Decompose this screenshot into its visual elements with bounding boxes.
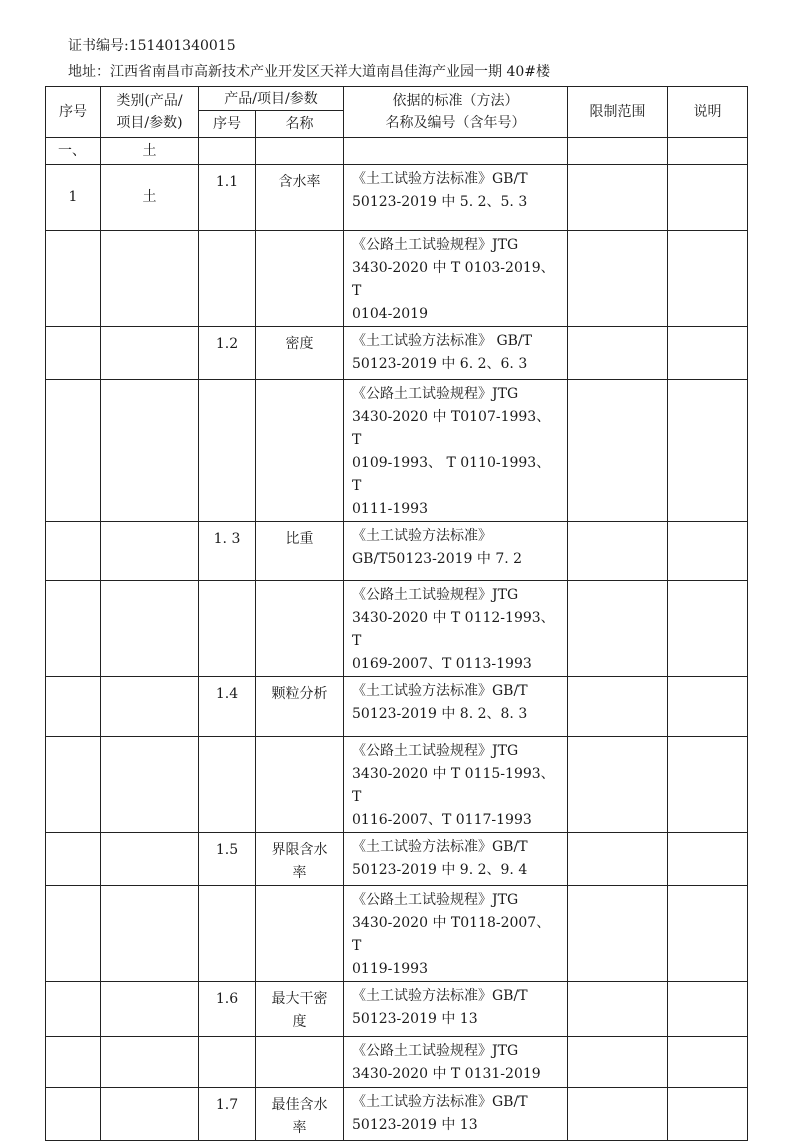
row-category [101, 982, 199, 1037]
section-category: 土 [101, 138, 199, 165]
row-seq: 1 [46, 165, 101, 231]
row-standard-line: 《土工试验方法标准》GB/T [352, 683, 528, 699]
header-standard [344, 87, 568, 138]
row-name [256, 982, 344, 1037]
row-standard-line: 3430-2020 中 T0107-1993、 T [352, 409, 551, 448]
row-standard-line: 《土工试验方法标准》 [352, 528, 492, 544]
table-row [46, 886, 748, 982]
row-remark [668, 327, 748, 380]
certificate-number: 证书编号:151401340015 [68, 38, 236, 54]
row-name-line: 最佳含水 [271, 1097, 328, 1113]
row-sub-seq: 1. 3 [199, 522, 256, 581]
empty-cell [568, 138, 668, 165]
row-sub-seq [199, 581, 256, 677]
row-standard-line: 0119-1993 [352, 961, 428, 977]
row-category: 土 [101, 165, 199, 231]
row-name [256, 1037, 344, 1088]
row-standard-line: 50123-2019 中 9. 2、9. 4 [352, 862, 528, 878]
row-standard [344, 327, 568, 380]
row-seq [46, 833, 101, 886]
row-limit-range [568, 522, 668, 581]
header-sub-seq: 序号 [199, 111, 256, 138]
row-limit-range [568, 1037, 668, 1088]
row-name-line: 度 [292, 1014, 307, 1030]
row-seq [46, 522, 101, 581]
row-category [101, 677, 199, 737]
table-row [46, 1037, 748, 1088]
row-remark [668, 982, 748, 1037]
row-limit-range [568, 737, 668, 833]
row-standard-line: 0116-2007、T 0117-1993 [352, 812, 532, 828]
row-standard [344, 231, 568, 327]
row-standard-line: 3430-2020 中 T 0112-1993、 T [352, 610, 555, 649]
row-seq [46, 982, 101, 1037]
row-sub-seq: 1.5 [199, 833, 256, 886]
row-category [101, 1037, 199, 1088]
row-sub-seq [199, 886, 256, 982]
row-remark [668, 1037, 748, 1088]
row-standard-line: 《公路土工试验规程》JTG [352, 386, 519, 402]
row-standard [344, 380, 568, 522]
table-row [46, 231, 748, 327]
row-standard-line: 《公路土工试验规程》JTG [352, 237, 519, 253]
row-remark [668, 737, 748, 833]
row-remark [668, 1088, 748, 1141]
row-standard [344, 581, 568, 677]
row-seq [46, 886, 101, 982]
row-standard [344, 886, 568, 982]
row-limit-range [568, 886, 668, 982]
row-standard-line: 《公路土工试验规程》JTG [352, 1043, 519, 1059]
table-row [46, 833, 748, 886]
row-seq [46, 581, 101, 677]
row-name [256, 1088, 344, 1141]
section-row [46, 138, 748, 165]
row-seq [46, 1088, 101, 1141]
row-category [101, 886, 199, 982]
row-standard [344, 165, 568, 231]
row-sub-seq [199, 231, 256, 327]
row-standard-line: 《土工试验方法标准》GB/T [352, 171, 528, 187]
header-seq: 序号 [46, 87, 101, 138]
header-standard-line1: 依据的标准（方法） [392, 93, 519, 109]
row-category [101, 380, 199, 522]
row-standard-line: 50123-2019 中 6. 2、6. 3 [352, 356, 528, 372]
row-name [256, 522, 344, 581]
row-remark [668, 581, 748, 677]
row-seq [46, 737, 101, 833]
row-category [101, 581, 199, 677]
row-standard-line: GB/T50123-2019 中 7. 2 [352, 551, 523, 567]
row-name-line: 率 [292, 865, 307, 881]
row-name [256, 677, 344, 737]
row-name [256, 231, 344, 327]
row-limit-range [568, 327, 668, 380]
table-header-row [46, 87, 748, 111]
empty-cell [256, 138, 344, 165]
row-sub-seq: 1.2 [199, 327, 256, 380]
row-sub-seq: 1.4 [199, 677, 256, 737]
row-name-line: 颗粒分析 [271, 686, 328, 702]
row-name [256, 380, 344, 522]
row-seq [46, 1037, 101, 1088]
row-sub-seq [199, 380, 256, 522]
row-limit-range [568, 581, 668, 677]
header-category-line2: 项目/参数) [116, 115, 183, 131]
row-remark [668, 231, 748, 327]
row-standard [344, 982, 568, 1037]
row-category [101, 522, 199, 581]
row-standard-line: 50123-2019 中 13 [352, 1117, 478, 1133]
row-sub-seq [199, 737, 256, 833]
address-line: 地址：江西省南昌市高新技术产业开发区天祥大道南昌佳海产业园一期 40#楼 [68, 64, 550, 80]
row-standard-line: 《土工试验方法标准》GB/T [352, 839, 528, 855]
row-standard-line: 0104-2019 [352, 306, 428, 322]
row-name-line: 界限含水 [271, 842, 328, 858]
row-limit-range [568, 231, 668, 327]
row-standard-line: 0109-1993、 T 0110-1993、T [352, 455, 551, 494]
row-standard [344, 833, 568, 886]
row-category [101, 327, 199, 380]
row-name [256, 327, 344, 380]
header-product-group: 产品/项目/参数 [199, 87, 344, 111]
header-category-line1: 类别(产品/ [116, 93, 183, 109]
empty-cell [344, 138, 568, 165]
row-limit-range [568, 677, 668, 737]
row-standard [344, 1037, 568, 1088]
row-standard-line: 50123-2019 中 5. 2、5. 3 [352, 194, 528, 210]
row-sub-seq: 1.6 [199, 982, 256, 1037]
row-standard-line: 《土工试验方法标准》 GB/T [352, 333, 532, 349]
row-remark [668, 165, 748, 231]
row-standard-line: 《公路土工试验规程》JTG [352, 743, 519, 759]
row-name-line: 率 [292, 1120, 307, 1136]
empty-cell [668, 138, 748, 165]
header-standard-line2: 名称及编号（含年号） [385, 115, 526, 131]
row-limit-range [568, 982, 668, 1037]
row-standard-line: 《公路土工试验规程》JTG [352, 892, 519, 908]
row-name [256, 886, 344, 982]
row-name [256, 165, 344, 231]
row-standard [344, 522, 568, 581]
row-name-line: 含水率 [278, 174, 321, 190]
table-row [46, 982, 748, 1037]
row-seq [46, 327, 101, 380]
row-name [256, 833, 344, 886]
row-category [101, 737, 199, 833]
header-remark: 说明 [668, 87, 748, 138]
header-sub-name: 名称 [256, 111, 344, 138]
row-limit-range [568, 833, 668, 886]
row-standard [344, 677, 568, 737]
row-standard-line: 3430-2020 中 T 0131-2019 [352, 1066, 541, 1082]
row-standard-line: 《公路土工试验规程》JTG [352, 587, 519, 603]
row-sub-seq [199, 1037, 256, 1088]
row-remark [668, 886, 748, 982]
row-limit-range [568, 380, 668, 522]
row-standard-line: 《土工试验方法标准》GB/T [352, 1094, 528, 1110]
header-category [101, 87, 199, 138]
row-limit-range [568, 165, 668, 231]
row-seq [46, 231, 101, 327]
row-category [101, 1088, 199, 1141]
row-seq [46, 380, 101, 522]
row-sub-seq: 1.7 [199, 1088, 256, 1141]
section-seq: 一、 [46, 138, 101, 165]
row-sub-seq: 1.1 [199, 165, 256, 231]
table-row [46, 165, 748, 231]
row-remark [668, 522, 748, 581]
row-standard [344, 737, 568, 833]
row-name-line: 最大干密 [271, 991, 328, 1007]
row-name-line: 比重 [285, 531, 314, 547]
row-remark [668, 833, 748, 886]
table-row [46, 677, 748, 737]
row-limit-range [568, 1088, 668, 1141]
row-standard-line: 50123-2019 中 8. 2、8. 3 [352, 706, 528, 722]
row-remark [668, 380, 748, 522]
row-category [101, 231, 199, 327]
table-row [46, 327, 748, 380]
row-remark [668, 677, 748, 737]
empty-cell [199, 138, 256, 165]
table-row [46, 737, 748, 833]
row-standard [344, 1088, 568, 1141]
table-row [46, 522, 748, 581]
row-standard-line: 3430-2020 中 T0118-2007、 T [352, 915, 551, 954]
row-standard-line: 0169-2007、T 0113-1993 [352, 656, 532, 672]
table-row [46, 581, 748, 677]
row-name [256, 581, 344, 677]
table-row [46, 380, 748, 522]
capability-table [45, 86, 748, 1141]
row-standard-line: 0111-1993 [352, 501, 428, 517]
row-name [256, 737, 344, 833]
header-limit-range: 限制范围 [568, 87, 668, 138]
row-category [101, 833, 199, 886]
table-row [46, 1088, 748, 1141]
row-seq [46, 677, 101, 737]
row-standard-line: 3430-2020 中 T 0115-1993、 T [352, 766, 555, 805]
row-standard-line: 3430-2020 中 T 0103-2019、T [352, 260, 555, 299]
row-standard-line: 《土工试验方法标准》GB/T [352, 988, 528, 1004]
row-standard-line: 50123-2019 中 13 [352, 1011, 478, 1027]
row-name-line: 密度 [285, 336, 314, 352]
